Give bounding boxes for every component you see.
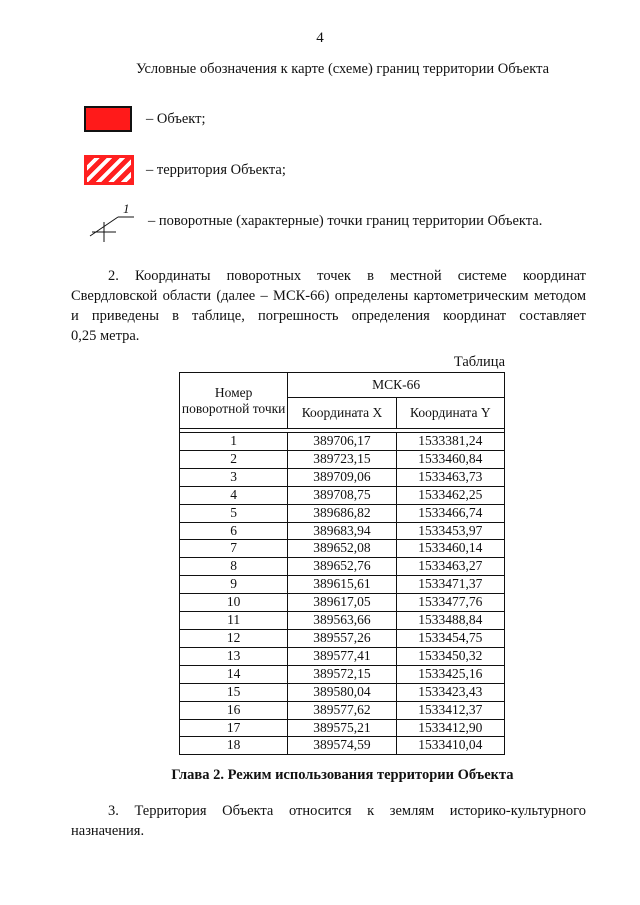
coord-y-cell: 1533463,27 xyxy=(396,558,504,576)
legend-territory-row xyxy=(84,155,286,185)
table-row xyxy=(180,576,505,594)
coord-x-cell: 389557,26 xyxy=(288,629,396,647)
point-symbol-number: 1 xyxy=(123,201,130,216)
coord-x-cell: 389723,15 xyxy=(288,450,396,468)
paragraph-2-line-2: Свердловской области (далее – МСК-66) определены картометрическим методом xyxy=(71,288,586,304)
table-row xyxy=(180,612,505,630)
table-row xyxy=(180,433,505,451)
coord-y-cell: 1533460,84 xyxy=(396,450,504,468)
point-number-cell: 5 xyxy=(180,504,288,522)
legend-point-row xyxy=(84,198,542,244)
point-number-cell: 13 xyxy=(180,647,288,665)
coord-y-cell: 1533477,76 xyxy=(396,594,504,612)
legend-point-label: – поворотные (характерные) точки границ территории Объекта. xyxy=(148,212,543,229)
coord-y-cell: 1533460,14 xyxy=(396,540,504,558)
point-number-cell: 17 xyxy=(180,719,288,737)
coord-x-cell: 389580,04 xyxy=(288,683,396,701)
coord-x-cell: 389706,17 xyxy=(288,433,396,451)
coord-y-cell: 1533412,90 xyxy=(396,719,504,737)
legend-object-label: – Объект; xyxy=(146,110,206,127)
coordinates-table xyxy=(179,372,505,755)
turning-point-icon xyxy=(84,198,138,244)
coord-x-cell: 389686,82 xyxy=(288,504,396,522)
header-x: Координата X xyxy=(288,398,396,429)
coord-x-cell: 389709,06 xyxy=(288,468,396,486)
table-row xyxy=(180,450,505,468)
coord-x-cell: 389708,75 xyxy=(288,486,396,504)
coord-x-cell: 389575,21 xyxy=(288,719,396,737)
header-point-number: Номер поворотной точки xyxy=(180,373,288,429)
point-number-cell: 18 xyxy=(180,737,288,755)
coord-y-cell: 1533412,37 xyxy=(396,701,504,719)
coord-y-cell: 1533425,16 xyxy=(396,665,504,683)
table-row xyxy=(180,468,505,486)
point-number-cell: 11 xyxy=(180,612,288,630)
coord-y-cell: 1533488,84 xyxy=(396,612,504,630)
paragraph-3-line-2: назначения. xyxy=(71,823,145,839)
object-symbol-icon xyxy=(84,106,132,132)
coord-x-cell: 389574,59 xyxy=(288,737,396,755)
paragraph-3-line-1: 3. Территория Объекта относится к землям историко-культурного xyxy=(108,803,586,819)
table-row xyxy=(180,504,505,522)
point-number-cell: 4 xyxy=(180,486,288,504)
coord-y-cell: 1533462,25 xyxy=(396,486,504,504)
coord-y-cell: 1533381,24 xyxy=(396,433,504,451)
point-number-cell: 8 xyxy=(180,558,288,576)
point-number-cell: 2 xyxy=(180,450,288,468)
table-row xyxy=(180,665,505,683)
coord-x-cell: 389615,61 xyxy=(288,576,396,594)
paragraph-2-line-1: 2. Координаты поворотных точек в местной системе координат xyxy=(108,268,586,284)
header-y: Координата Y xyxy=(396,398,504,429)
coord-x-cell: 389683,94 xyxy=(288,522,396,540)
paragraph-2-line-3: и приведены в таблице, погрешность определения координат составляет xyxy=(71,308,586,324)
chapter-title: Глава 2. Режим использования территории Объекта xyxy=(171,767,514,783)
territory-hatch-icon xyxy=(84,155,134,185)
table-row xyxy=(180,683,505,701)
point-number-cell: 14 xyxy=(180,665,288,683)
point-number-cell: 12 xyxy=(180,629,288,647)
coord-y-cell: 1533471,37 xyxy=(396,576,504,594)
coord-y-cell: 1533423,43 xyxy=(396,683,504,701)
table-row xyxy=(180,540,505,558)
coord-y-cell: 1533450,32 xyxy=(396,647,504,665)
coord-x-cell: 389652,76 xyxy=(288,558,396,576)
table-body xyxy=(180,433,505,755)
coord-x-cell: 389652,08 xyxy=(288,540,396,558)
table-row xyxy=(180,647,505,665)
table-row xyxy=(180,486,505,504)
point-number-cell: 6 xyxy=(180,522,288,540)
header-msk66: МСК-66 xyxy=(288,373,505,398)
table-row xyxy=(180,522,505,540)
legend-heading: Условные обозначения к карте (схеме) границ территории Объекта xyxy=(135,61,550,77)
point-number-cell: 15 xyxy=(180,683,288,701)
table-row xyxy=(180,594,505,612)
table-row xyxy=(180,701,505,719)
page-number: 4 xyxy=(316,30,324,46)
point-number-cell: 16 xyxy=(180,701,288,719)
table-row xyxy=(180,719,505,737)
coord-y-cell: 1533454,75 xyxy=(396,629,504,647)
point-number-cell: 1 xyxy=(180,433,288,451)
coord-y-cell: 1533410,04 xyxy=(396,737,504,755)
legend-object-row xyxy=(84,106,206,132)
paragraph-3 xyxy=(71,801,586,841)
point-number-cell: 10 xyxy=(180,594,288,612)
coord-x-cell: 389572,15 xyxy=(288,665,396,683)
paragraph-2 xyxy=(71,266,586,346)
table-row xyxy=(180,629,505,647)
coord-y-cell: 1533463,73 xyxy=(396,468,504,486)
coord-y-cell: 1533453,97 xyxy=(396,522,504,540)
coord-y-cell: 1533466,74 xyxy=(396,504,504,522)
paragraph-2-line-4: 0,25 метра. xyxy=(71,328,140,344)
table-row xyxy=(180,558,505,576)
coord-x-cell: 389563,66 xyxy=(288,612,396,630)
coord-x-cell: 389577,41 xyxy=(288,647,396,665)
coord-x-cell: 389617,05 xyxy=(288,594,396,612)
point-number-cell: 7 xyxy=(180,540,288,558)
table-caption: Таблица xyxy=(453,354,505,370)
table-row xyxy=(180,737,505,755)
legend-territory-label: – территория Объекта; xyxy=(146,161,286,178)
point-number-cell: 3 xyxy=(180,468,288,486)
point-number-cell: 9 xyxy=(180,576,288,594)
coord-x-cell: 389577,62 xyxy=(288,701,396,719)
